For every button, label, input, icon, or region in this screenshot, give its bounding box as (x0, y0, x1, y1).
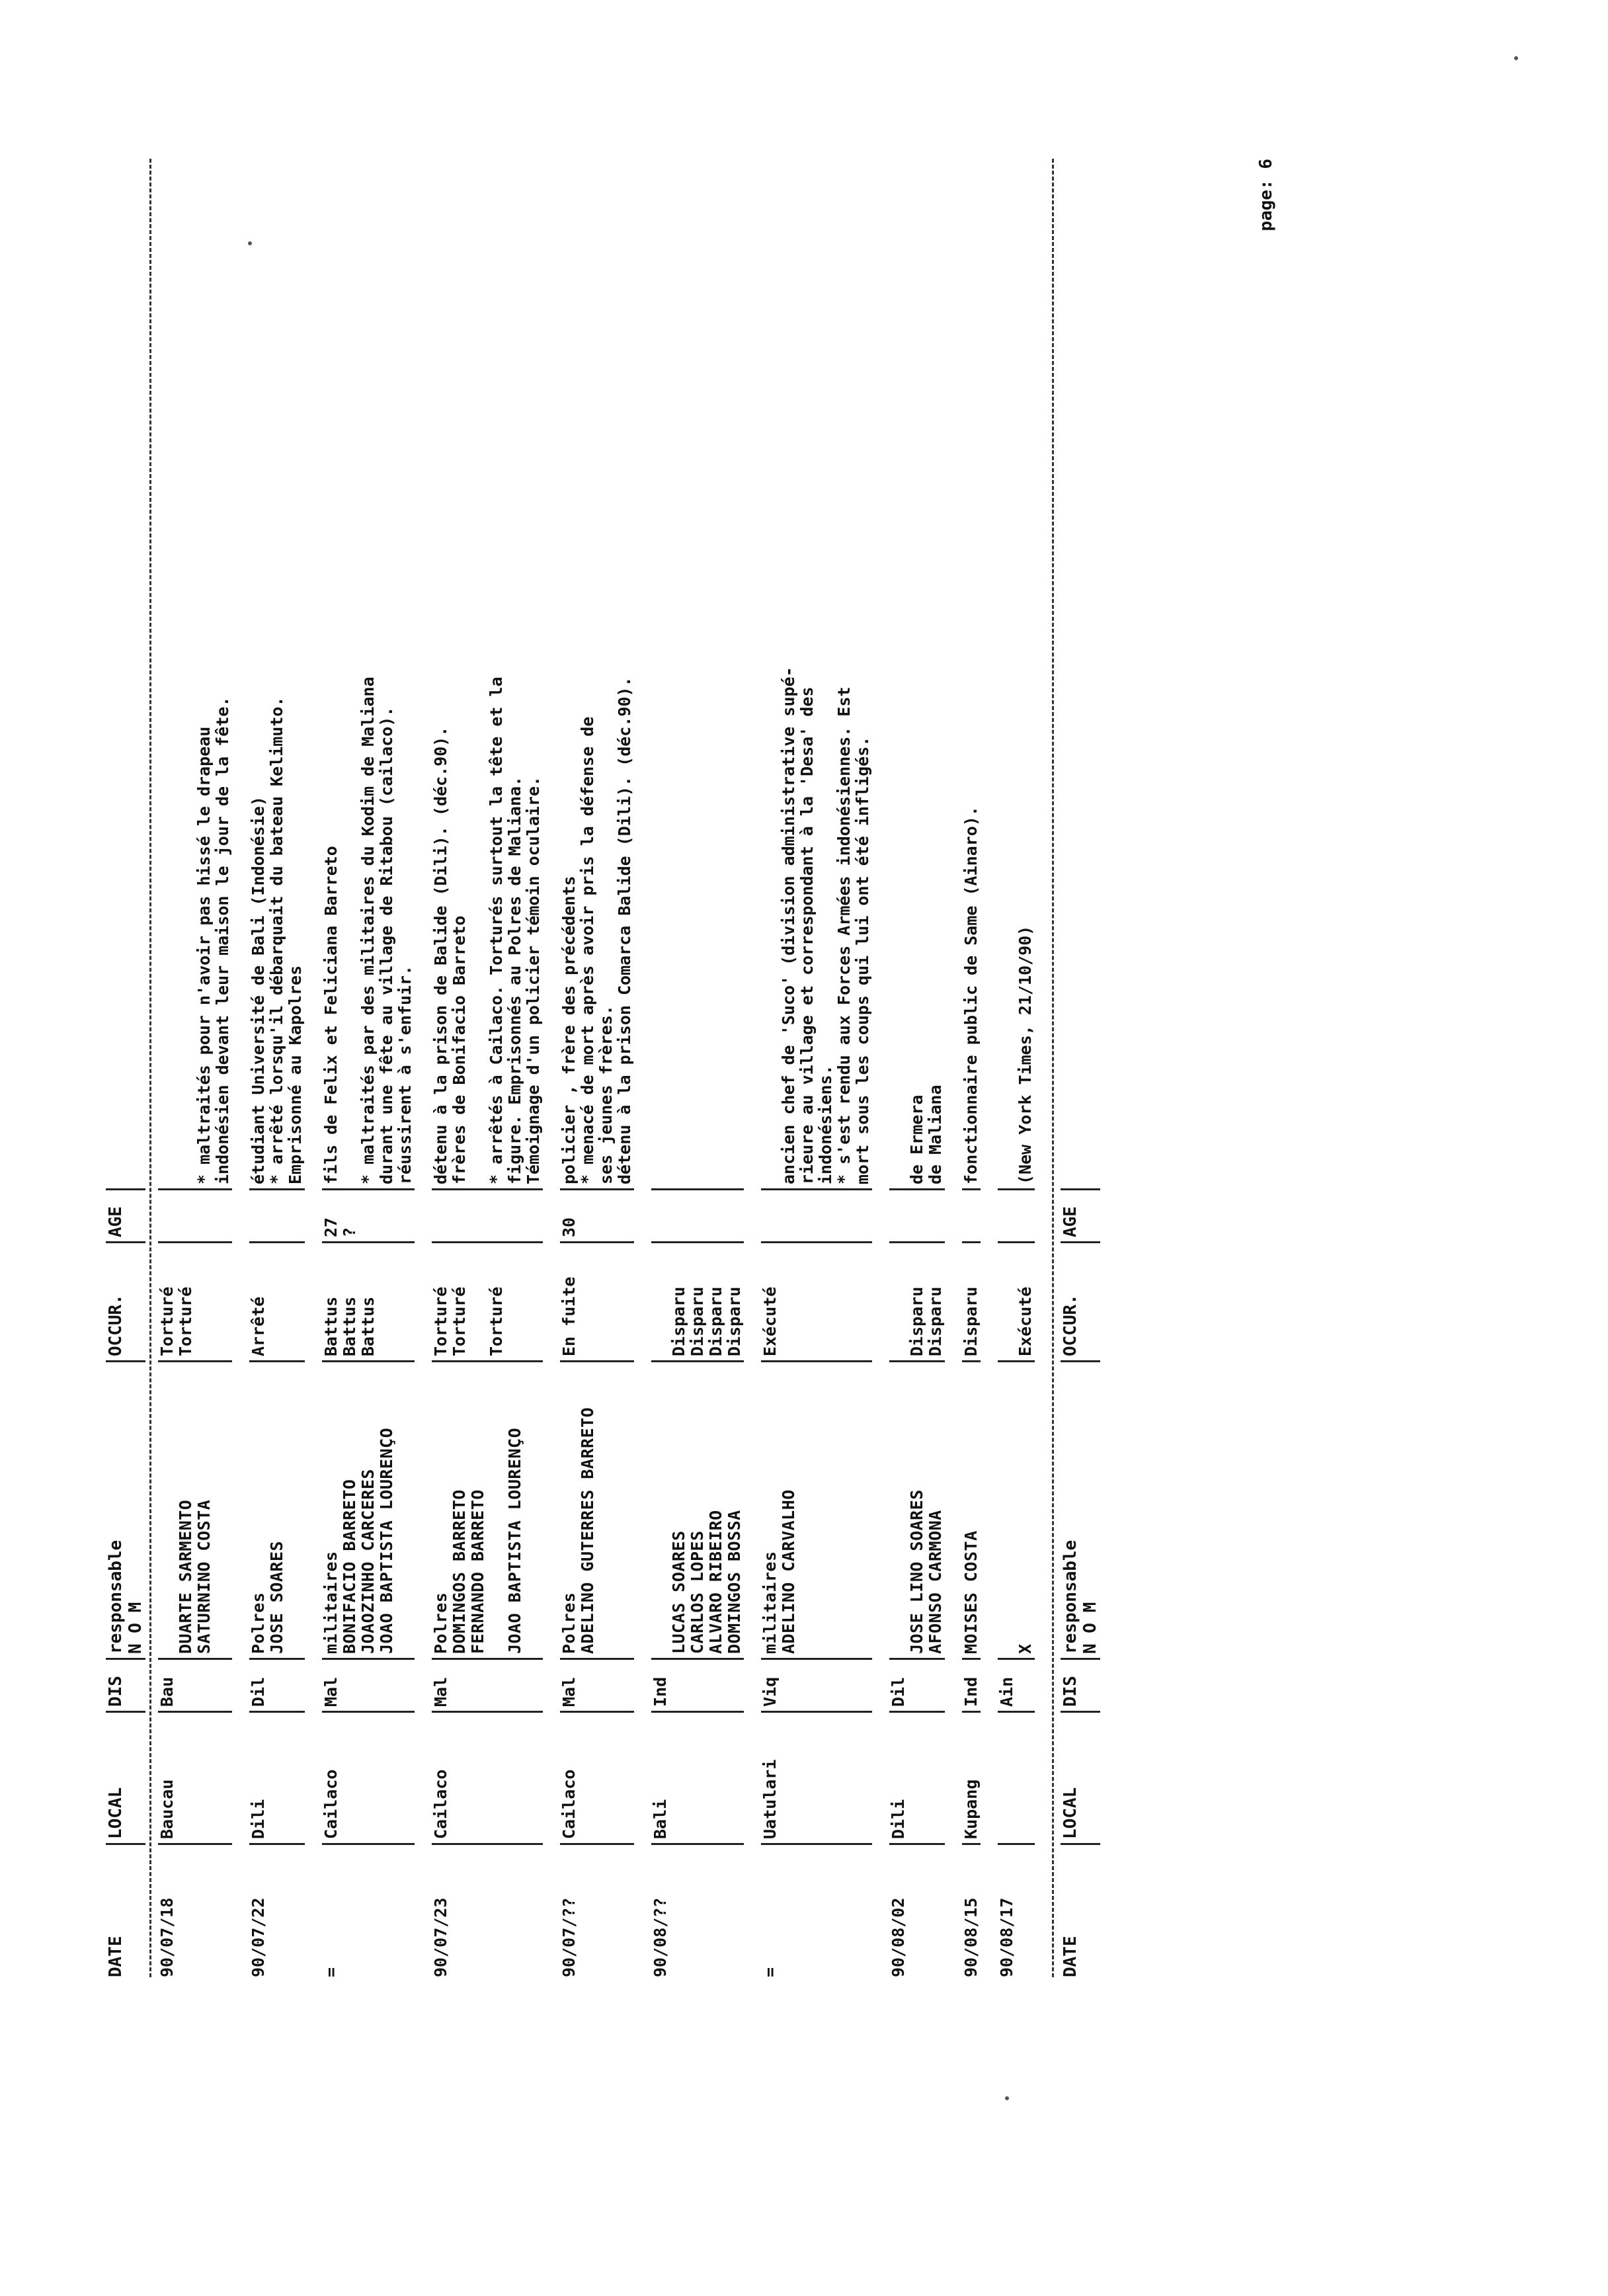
row-name: Polres JOSE SOARES (249, 1362, 305, 1660)
rotated-document-sheet (106, 93, 1296, 1977)
row-age (432, 1190, 543, 1243)
row-age (889, 1190, 945, 1243)
row-district: Dil (249, 1660, 305, 1713)
row-age (158, 1190, 232, 1243)
header-details (106, 159, 145, 1190)
header-dis: DIS (106, 1660, 145, 1713)
row-date: 90/07/?? (559, 1897, 579, 1977)
table-header (106, 93, 145, 1977)
header-local: LOCAL (106, 1713, 145, 1845)
row-name: militaires ADELINO CARVALHO (761, 1362, 872, 1660)
footer-details (1061, 159, 1100, 1190)
row-local: Dili (889, 1713, 945, 1845)
header-occur: OCCUR. (106, 1243, 145, 1362)
row-occurrence: Disparu (962, 1243, 981, 1362)
row-name: JOSE LINO SOARES AFONSO CARMONA (889, 1362, 945, 1660)
row-details: policier , frère des précédents * menacé de mort après avoir pris la défense de ses jeunes frères. détenu à la prison Comarca Balide (Dili). (déc.90). (560, 159, 634, 1190)
row-date: 90/07/22 (249, 1897, 268, 1977)
footer-date: DATE (1061, 1936, 1080, 1977)
row-date: 90/08/02 (889, 1897, 908, 1977)
table-row (249, 93, 305, 1977)
row-age (962, 1190, 981, 1243)
row-name: X (998, 1362, 1035, 1660)
row-local: Bali (651, 1713, 744, 1845)
row-details: fonctionnaire public de Same (Ainaro). (962, 159, 981, 1190)
row-district: Bau (158, 1660, 232, 1713)
footer-age: AGE (1061, 1190, 1100, 1243)
table-footer (1061, 93, 1100, 1977)
row-date: = (321, 1967, 341, 1977)
row-name: DUARTE SARMENTO SATURNINO COSTA (158, 1362, 232, 1660)
row-district: Mal (322, 1660, 415, 1713)
row-occurrence: Torturé Torturé (158, 1243, 232, 1362)
row-local: Cailaco (322, 1713, 415, 1845)
row-name: militaires BONIFACIO BARRETO JOAOZINHO CARCERES JOAO BAPTISTA LOURENÇO (322, 1362, 415, 1660)
row-date: 90/08/15 (961, 1897, 981, 1977)
row-date: 90/07/23 (431, 1897, 450, 1977)
row-details: de Ermera de Maliana (889, 159, 945, 1190)
table-row (560, 93, 634, 1977)
header-responsable-nom: responsable N O M (106, 1362, 145, 1660)
scan-speck (248, 241, 252, 245)
scan-speck (1005, 2096, 1009, 2100)
row-name: LUCAS SOARES CARLOS LOPES ALVARO RIBEIRO DOMINGOS BOSSA (651, 1362, 744, 1660)
row-name: MOISES COSTA (962, 1362, 981, 1660)
row-name: Polres DOMINGOS BARRETO FERNANDO BARRETO JOAO BAPTISTA LOURENÇO (432, 1362, 543, 1660)
header-divider (149, 159, 151, 1977)
header-age: AGE (106, 1190, 145, 1243)
row-details: * maltraités pour n'avoir pas hissé le drapeau indonésien devant leur maison le jour de la fête. (158, 159, 232, 1190)
row-details: (New York Times, 21/10/90) (998, 159, 1035, 1190)
row-date: = (760, 1967, 780, 1977)
scan-speck (1514, 56, 1518, 60)
row-occurrence: Disparu Disparu (889, 1243, 945, 1362)
table-row (432, 93, 543, 1977)
row-occurrence: Disparu Disparu Disparu Disparu (651, 1243, 744, 1362)
row-district: Ind (651, 1660, 744, 1713)
row-occurrence: Arrêté (249, 1243, 305, 1362)
row-details: étudiant Université de Bali (Indonésie) * arrêté lorsqu'il débarquait du bateau Kelimuto. Emprisonné au Kapolres (249, 159, 305, 1190)
row-occurrence: Torturé Torturé Torturé (432, 1243, 543, 1362)
row-district: Ain (998, 1660, 1035, 1713)
row-district: Ind (962, 1660, 981, 1713)
row-local: Uatulari (761, 1713, 872, 1845)
footer-local: LOCAL (1061, 1713, 1100, 1845)
table-row (158, 93, 232, 1977)
row-age: 30 (560, 1190, 634, 1243)
table-row (889, 93, 945, 1977)
row-details (651, 159, 744, 1190)
table-row (962, 93, 981, 1977)
footer-divider (1052, 159, 1054, 1977)
footer-responsable-nom: responsable N O M (1061, 1362, 1100, 1660)
row-occurrence: En fuite (560, 1243, 634, 1362)
row-age (651, 1190, 744, 1243)
table-row (761, 93, 872, 1977)
row-age: 27 ? (322, 1190, 415, 1243)
row-details: fils de Felix et Feliciana Barreto * maltraités par des militaires du Kodim de Maliana durant une fête au village de Ritabou (cailaco). réussirent à s'enfuir. (322, 159, 415, 1190)
header-date: DATE (106, 1936, 126, 1977)
row-local (998, 1713, 1035, 1845)
row-occurrence: Exécuté (761, 1243, 872, 1362)
row-local: Cailaco (560, 1713, 634, 1845)
row-local: Baucau (158, 1713, 232, 1845)
row-date: 90/08/17 (997, 1897, 1016, 1977)
footer-dis: DIS (1061, 1660, 1100, 1713)
row-district: Dil (889, 1660, 945, 1713)
row-occurrence: Battus Battus Battus (322, 1243, 415, 1362)
row-details: détenu à la prison de Balide (Dili). (déc.90). frères de Bonifacio Barreto * arrêtés à Cailaco. Torturés surtout la tête et la figure. Emprisonnés au Polres de Maliana. Témoignage d'un policier témoin oculaire. (432, 159, 543, 1190)
row-local: Dili (249, 1713, 305, 1845)
row-age (998, 1190, 1035, 1243)
table-row (322, 93, 415, 1977)
row-age (249, 1190, 305, 1243)
row-name: Polres ADELINO GUTERRES BARRETO (560, 1362, 634, 1660)
row-age (761, 1190, 872, 1243)
row-date: 90/07/18 (157, 1897, 177, 1977)
row-district: Mal (432, 1660, 543, 1713)
row-local: Cailaco (432, 1713, 543, 1845)
row-district: Viq (761, 1660, 872, 1713)
table-body (158, 93, 1035, 1977)
table-row (651, 93, 744, 1977)
footer-occur: OCCUR. (1061, 1243, 1100, 1362)
table-row (998, 93, 1035, 1977)
row-details: ancien chef de 'Suco' (division administrative supé- rieure au village et correspondant à la 'Desa' des indonésiens. * s'est rendu aux Forces Armées indonésiennes. Est mort sous les coups qui lui ont été infligés. (761, 159, 872, 1190)
row-local: Kupang (962, 1713, 981, 1845)
page-number: page: 6 (1256, 159, 1276, 231)
row-date: 90/08/?? (651, 1897, 670, 1977)
row-district: Mal (560, 1660, 634, 1713)
row-occurrence: Exécuté (998, 1243, 1035, 1362)
